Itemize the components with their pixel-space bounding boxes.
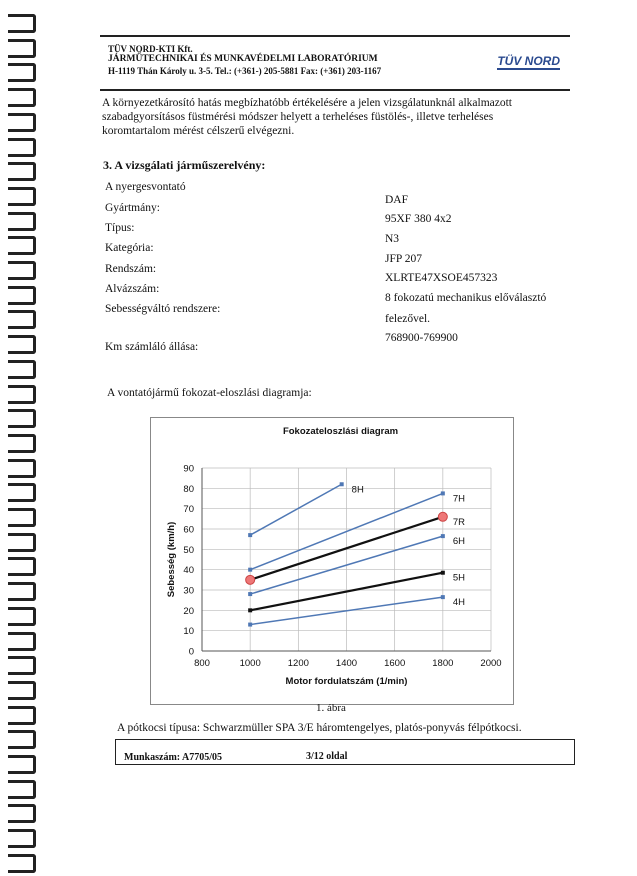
series-point-7R [246, 575, 255, 584]
series-point-4H [248, 623, 252, 627]
y-tick-label: 50 [183, 544, 194, 556]
binder-ring [8, 607, 36, 626]
binder-ring [8, 533, 36, 552]
binder-ring [8, 656, 36, 675]
binder-ring [8, 483, 36, 502]
value-kategoria: N3 [385, 233, 400, 245]
binder-ring [8, 162, 36, 181]
lab-name: JÁRMŰTECHNIKAI ÉS MUNKAVÉDELMI LABORATÓRIUM [108, 54, 378, 64]
letterhead [100, 35, 570, 91]
label-rendszam: Rendszám: [105, 263, 157, 275]
series-label-4H: 4H [452, 597, 465, 609]
binder-ring [8, 88, 36, 107]
binder-ring [8, 335, 36, 354]
work-number: Munkaszám: A7705/05 [124, 752, 223, 763]
series-point-7H [248, 568, 252, 572]
binder-ring [8, 385, 36, 404]
vehicle-heading: A nyergesvontató [105, 181, 186, 193]
label-tipus: Típus: [105, 222, 135, 234]
label-kategoria: Kategória: [105, 242, 154, 254]
binder-ring [8, 434, 36, 453]
binder-ring [8, 854, 36, 873]
series-point-4H [441, 595, 445, 599]
binder-ring [8, 508, 36, 527]
company-name: TÜV NORD-KTI Kft. [108, 44, 193, 54]
gear-distribution-chart [150, 417, 514, 705]
y-tick-label: 60 [183, 524, 194, 536]
intro-paragraph: A környezetkárosító hatás megbízhatóbb értékelésére a jelen vizsgálatunknál alkalmazott szabadgyorsításos füstmérési módszer helyett a terheléses füstölés-, illetve terheléses koromtartalom mérést célszerű elvégezni. [102, 97, 513, 137]
series-point-6H [441, 534, 445, 538]
binder-ring [8, 681, 36, 700]
series-point-7H [441, 491, 445, 495]
binder-ring [8, 632, 36, 651]
page-number: 3/12 oldal [306, 751, 348, 762]
binder-ring [8, 730, 36, 749]
binder-ring [8, 286, 36, 305]
x-tick-label: 2000 [480, 658, 502, 669]
binder-ring [8, 187, 36, 206]
binder-ring [8, 236, 36, 255]
series-point-5H [441, 571, 445, 575]
series-point-8H [248, 533, 252, 537]
binder-ring [8, 755, 36, 774]
y-tick-label: 90 [183, 463, 194, 475]
binder-ring [8, 804, 36, 823]
x-tick-label: 1600 [384, 658, 406, 669]
binder-ring [8, 63, 36, 82]
y-tick-label: 10 [183, 626, 194, 638]
series-point-7R [438, 512, 447, 521]
binder-ring [8, 409, 36, 428]
binder-ring [8, 360, 36, 379]
y-tick-label: 70 [183, 504, 194, 516]
series-label-7R: 7R [452, 516, 465, 528]
value-km-szamlalo: 768900-769900 [385, 332, 458, 344]
value-alvazszam: XLRTE47XSOE457323 [385, 272, 498, 284]
series-point-8H [340, 482, 344, 486]
section-title: 3. A vizsgálati járműszerelvény: [103, 158, 266, 172]
binder-ring [8, 261, 36, 280]
lab-address: H-1119 Thán Károly u. 3-5. Tel.: (+361-) 205-5881 Fax: (+361) 203-1167 [108, 66, 382, 76]
x-tick-label: 1200 [287, 658, 309, 669]
binder-ring [8, 706, 36, 725]
series-label-6H: 6H [452, 536, 465, 548]
binder-ring [8, 829, 36, 848]
series-label-5H: 5H [452, 572, 465, 584]
x-axis-label: Motor fordulatszám (1/min) [285, 676, 408, 687]
series-label-8H: 8H [351, 484, 364, 496]
y-tick-label: 80 [183, 483, 194, 495]
binder-ring [8, 14, 36, 33]
binder-ring [8, 310, 36, 329]
value-sebessegvalto: 8 fokozatú mechanikus előválasztó [385, 292, 547, 304]
value-tipus: 95XF 380 4x2 [385, 213, 452, 225]
label-gyartmany: Gyártmány: [105, 202, 160, 214]
binder-ring [8, 138, 36, 157]
tuv-nord-logo: TÜV NORD [497, 54, 560, 68]
x-tick-label: 800 [194, 658, 210, 669]
series-point-5H [248, 608, 252, 612]
label-sebessegvalto: Sebességváltó rendszere: [105, 303, 221, 315]
y-tick-label: 30 [183, 585, 194, 597]
label-alvazszam: Alvázszám: [105, 283, 160, 295]
label-km-szamlalo: Km számláló állása: [105, 341, 199, 353]
chart-title: Fokozateloszlási diagram [282, 426, 399, 437]
series-point-6H [248, 592, 252, 596]
binder-ring [8, 780, 36, 799]
binder-ring [8, 459, 36, 478]
figure-caption: 1. ábra [316, 702, 346, 714]
binder-ring [8, 582, 36, 601]
footer-box [115, 739, 575, 765]
trailer-text: A pótkocsi típusa: Schwarzmüller SPA 3/E háromtengelyes, platós-ponyvás félpótkocsi. [117, 722, 522, 734]
binder-ring [8, 39, 36, 58]
x-tick-label: 1400 [335, 658, 358, 669]
chart-svg [151, 418, 513, 704]
x-tick-label: 1000 [239, 658, 261, 669]
binder-ring [8, 113, 36, 132]
value-rendszam: JFP 207 [385, 253, 422, 265]
series-label-7H: 7H [452, 493, 465, 505]
value-gyartmany: DAF [385, 194, 409, 206]
y-tick-label: 40 [183, 565, 194, 577]
binder-ring [8, 212, 36, 231]
binder-ring [8, 557, 36, 576]
y-tick-label: 0 [188, 646, 194, 658]
x-tick-label: 1800 [432, 658, 454, 669]
value-sebessegvalto-2: felezővel. [385, 313, 431, 325]
y-tick-label: 20 [183, 605, 194, 617]
figure-intro: A vontatójármű fokozat-eloszlási diagramja: [107, 387, 312, 399]
y-axis-label: Sebesség (km/h) [166, 521, 177, 598]
